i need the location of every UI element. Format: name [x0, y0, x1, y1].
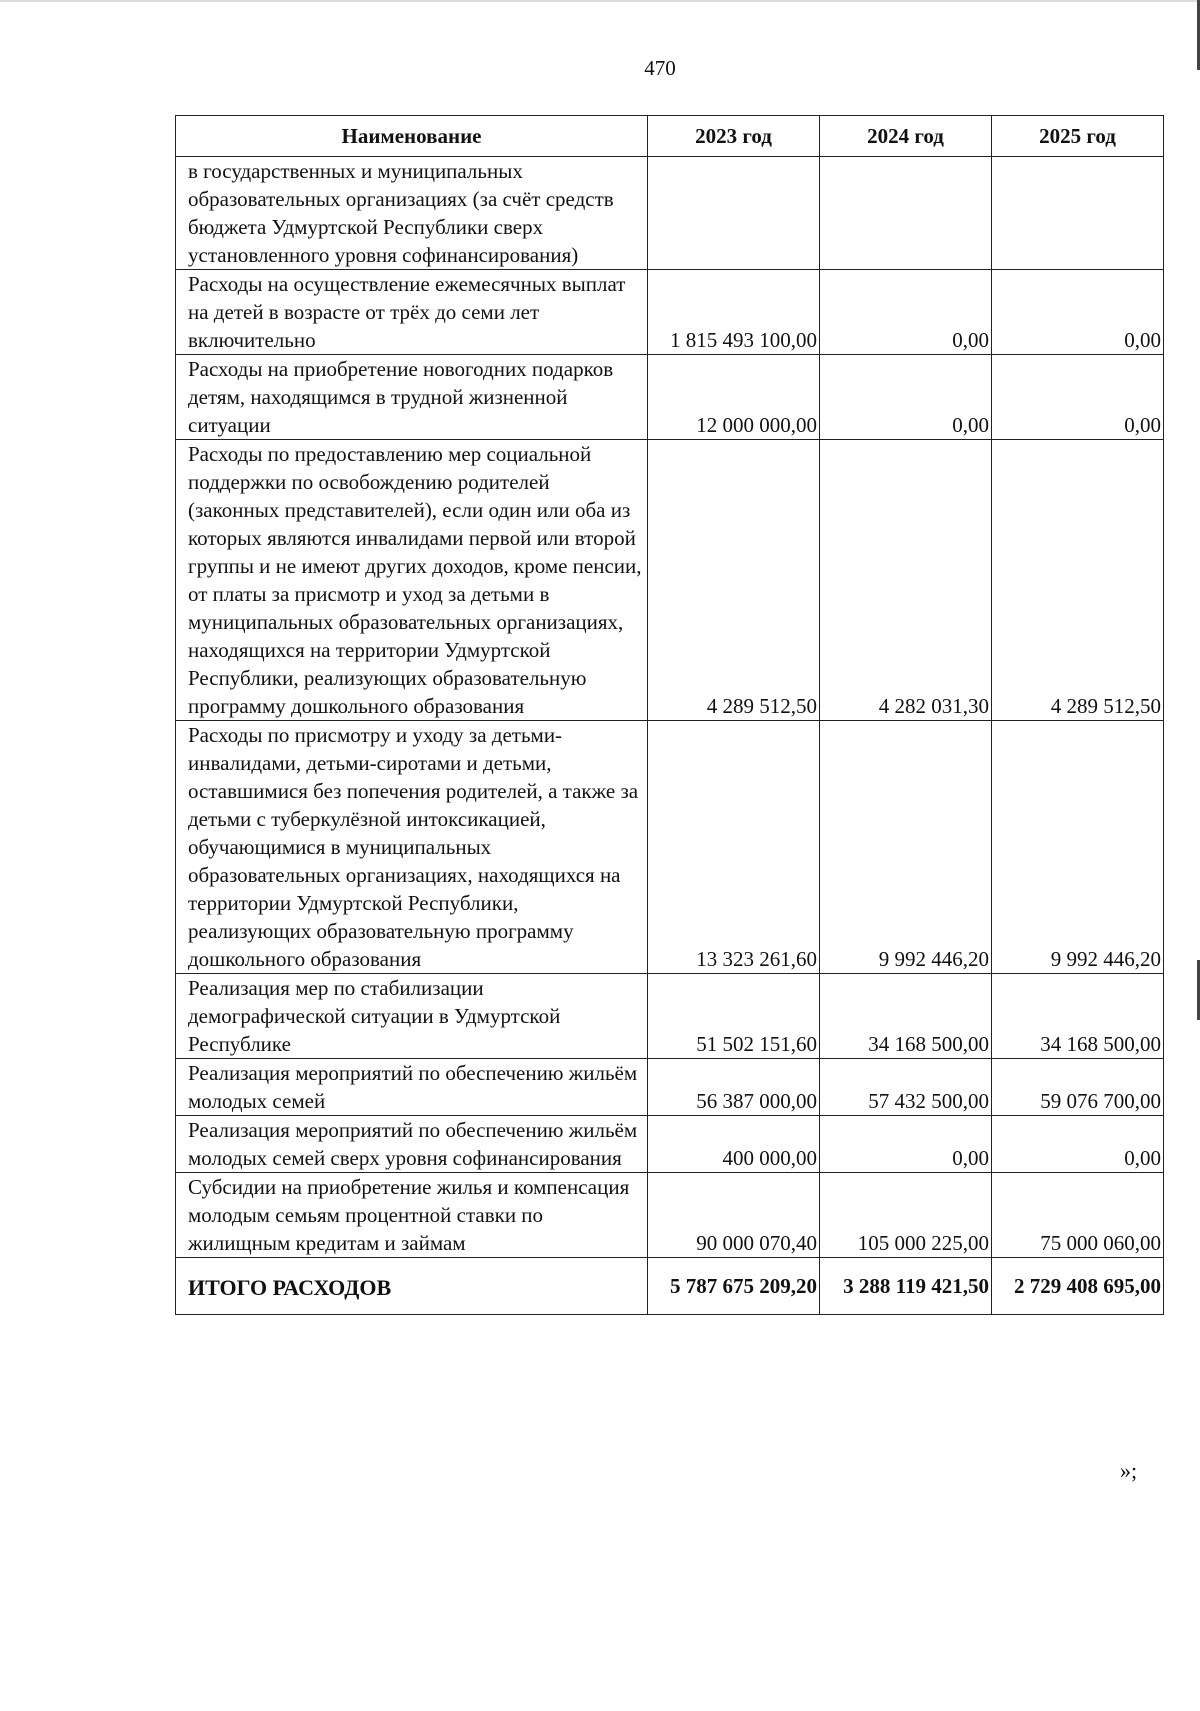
row-value-2023: 51 502 151,60: [648, 974, 820, 1059]
row-value-2024: 0,00: [820, 1116, 992, 1173]
row-name: Реализация мероприятий по обеспечению жильём молодых семей сверх уровня софинансирования: [176, 1116, 648, 1173]
row-name: в государственных и муниципальных образовательных организациях (за счёт средств бюджета Удмуртской Республики сверх установленного уровня софинансирования): [176, 157, 648, 270]
row-value-2024: 105 000 225,00: [820, 1173, 992, 1258]
row-value-2024: 0,00: [820, 355, 992, 440]
row-value-2023: 1 815 493 100,00: [648, 270, 820, 355]
table-row: [176, 1059, 1164, 1116]
row-value-2025: 59 076 700,00: [992, 1059, 1164, 1116]
row-name: Реализация мероприятий по обеспечению жильём молодых семей: [176, 1059, 648, 1116]
header-2024: 2024 год: [820, 116, 992, 157]
table-row: [176, 1116, 1164, 1173]
row-value-2023: 56 387 000,00: [648, 1059, 820, 1116]
row-name: Реализация мер по стабилизации демографической ситуации в Удмуртской Республике: [176, 974, 648, 1059]
total-value-2025: 2 729 408 695,00: [992, 1258, 1164, 1315]
closing-quote-mark: »;: [1120, 1458, 1138, 1483]
row-value-2023: 90 000 070,40: [648, 1173, 820, 1258]
row-value-2023: [648, 157, 820, 270]
row-name: Расходы на приобретение новогодних подарков детям, находящимся в трудной жизненной ситуации: [176, 355, 648, 440]
row-value-2025: 9 992 446,20: [992, 721, 1164, 974]
header-2023: 2023 год: [648, 116, 820, 157]
total-value-2023: 5 787 675 209,20: [648, 1258, 820, 1315]
row-value-2025: 75 000 060,00: [992, 1173, 1164, 1258]
row-value-2025: 0,00: [992, 355, 1164, 440]
row-value-2024: 9 992 446,20: [820, 721, 992, 974]
table-row: [176, 1173, 1164, 1258]
row-value-2023: 12 000 000,00: [648, 355, 820, 440]
header-2025: 2025 год: [992, 116, 1164, 157]
row-value-2025: 34 168 500,00: [992, 974, 1164, 1059]
row-value-2025: [992, 157, 1164, 270]
table-row: [176, 440, 1164, 721]
scan-top-edge: [0, 0, 1200, 2]
header-name: Наименование: [176, 116, 648, 157]
row-name: Расходы по предоставлению мер социальной поддержки по освобождению родителей (законных представителей), если один или оба из которых являются инвалидами первой или второй группы и не имеют других доходов, кроме пенсии, от платы за присмотр и уход за детьми в муниципальных образовательных организациях, находящихся на территории Удмуртской Республики, реализующих образовательную программу дошкольного образования: [176, 440, 648, 721]
table-row: [176, 157, 1164, 270]
row-value-2023: 400 000,00: [648, 1116, 820, 1173]
row-value-2024: 34 168 500,00: [820, 974, 992, 1059]
row-name: Субсидии на приобретение жилья и компенсация молодым семьям процентной ставки по жилищным кредитам и займам: [176, 1173, 648, 1258]
row-value-2024: [820, 157, 992, 270]
table-row: [176, 721, 1164, 974]
row-value-2025: 0,00: [992, 1116, 1164, 1173]
table-row: [176, 974, 1164, 1059]
table-row: [176, 270, 1164, 355]
row-value-2025: 4 289 512,50: [992, 440, 1164, 721]
row-value-2024: 4 282 031,30: [820, 440, 992, 721]
total-label: ИТОГО РАСХОДОВ: [176, 1258, 648, 1315]
row-value-2024: 57 432 500,00: [820, 1059, 992, 1116]
table-row: [176, 355, 1164, 440]
row-value-2024: 0,00: [820, 270, 992, 355]
page-number: 470: [644, 56, 676, 80]
row-name: Расходы на осуществление ежемесячных выплат на детей в возрасте от трёх до семи лет включительно: [176, 270, 648, 355]
row-value-2025: 0,00: [992, 270, 1164, 355]
table-header-row: [176, 116, 1164, 157]
total-value-2024: 3 288 119 421,50: [820, 1258, 992, 1315]
row-value-2023: 4 289 512,50: [648, 440, 820, 721]
total-row: [176, 1258, 1164, 1315]
row-name: Расходы по присмотру и уходу за детьми-инвалидами, детьми-сиротами и детьми, оставшимися без попечения родителей, а также за детьми с туберкулёзной интоксикацией, обучающимися в муниципальных образовательных организациях, находящихся на территории Удмуртской Республики, реализующих образовательную программу дошкольного образования: [176, 721, 648, 974]
budget-table: [175, 115, 1164, 1315]
row-value-2023: 13 323 261,60: [648, 721, 820, 974]
